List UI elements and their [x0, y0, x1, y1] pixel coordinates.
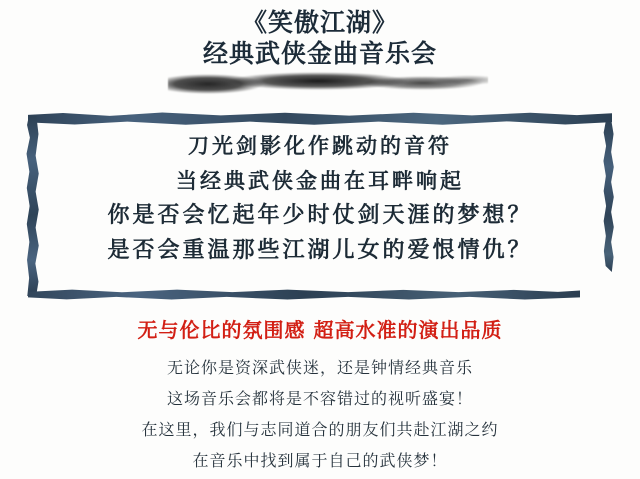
body-line: 在音乐中找到属于自己的武侠梦！ [192, 451, 448, 470]
poem-block [0, 128, 640, 268]
poem-line: 当经典武侠金曲在耳畔响起 [176, 168, 464, 193]
body-line: 无论你是资深武侠迷，还是钟情经典音乐 [166, 358, 473, 377]
brush-smudge-decoration [168, 72, 488, 94]
poster-title-sub: 经典武侠金曲音乐会 [202, 39, 437, 68]
poem-line: 刀光剑影化作跳动的音符 [188, 133, 452, 158]
brush-frame-bottom-edge [28, 289, 580, 300]
poster-title-main: 《笑傲江湖》 [241, 8, 398, 37]
title-block [0, 8, 640, 70]
body-line: 在这里，我们与志同道合的朋友们共赴江湖之约 [141, 420, 499, 439]
body-copy-block [0, 352, 640, 476]
highlight-tagline: 无与伦比的氛围感 超高水准的演出品质 [137, 318, 503, 342]
body-line: 这场音乐会都将是不容错过的视听盛宴！ [166, 389, 473, 408]
brush-frame-top-edge [28, 112, 612, 125]
poem-line: 你是否会忆起年少时仗剑天涯的梦想？ [107, 202, 533, 228]
poem-line: 是否会重温那些江湖儿女的爱恨情仇？ [107, 237, 533, 263]
